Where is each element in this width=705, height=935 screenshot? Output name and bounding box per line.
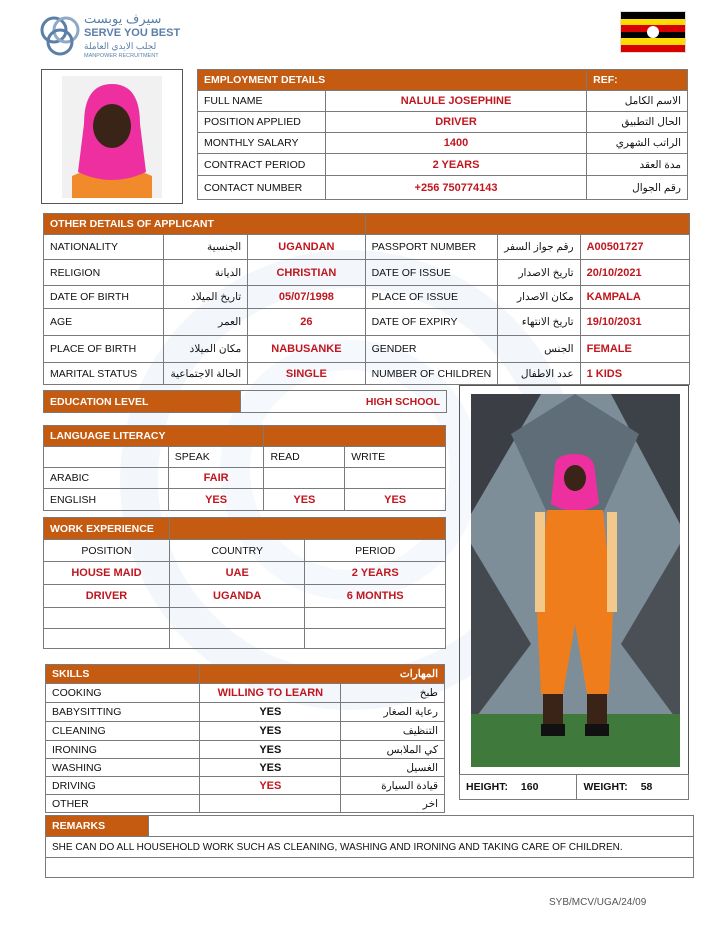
place-of-issue-label: PLACE OF ISSUE: [365, 286, 498, 309]
contact-number-value: +256 750774143: [325, 176, 586, 200]
remarks-header: REMARKS: [46, 816, 149, 837]
brand-arabic: سيرف يوبست: [84, 11, 162, 26]
date-of-birth-label: DATE OF BIRTH: [44, 286, 164, 309]
marital-status-label: MARITAL STATUS: [44, 363, 164, 385]
education-value: HIGH SCHOOL: [240, 391, 446, 413]
date-of-birth-arabic: تاريخ الميلاد: [164, 286, 248, 309]
education-table: [43, 390, 447, 413]
crane-emblem-icon: [647, 26, 659, 38]
skill-babysitting-label: BABYSITTING: [46, 703, 200, 722]
language-table: [43, 425, 446, 511]
skill-cleaning-value: YES: [200, 722, 341, 741]
other-details-header-right: [365, 214, 689, 235]
skill-cleaning-arabic: التنظيف: [341, 722, 445, 741]
work-row-empty: [44, 629, 170, 649]
contract-period-value: 2 YEARS: [325, 154, 586, 176]
portrait-photo-frame: [41, 69, 183, 204]
skill-cooking-arabic: طبخ: [341, 684, 445, 703]
ref-label: REF:: [587, 70, 688, 91]
remarks-text: SHE CAN DO ALL HOUSEHOLD WORK SUCH AS CLEANING, WASHING AND IRONING AND TAKING CARE OF CHILDREN.: [46, 837, 694, 858]
position-applied-value: DRIVER: [325, 112, 586, 133]
work-row-1-country: UAE: [169, 562, 305, 585]
skill-other-arabic: اخر: [341, 795, 445, 813]
monthly-salary-arabic: الراتب الشهري: [587, 133, 688, 154]
skills-header: SKILLS: [46, 665, 200, 684]
full-body-photo: [471, 394, 680, 767]
work-row-1-position: HOUSE MAID: [44, 562, 170, 585]
full-name-arabic: الاسم الكامل: [587, 91, 688, 112]
monthly-salary-label: MONTHLY SALARY: [198, 133, 326, 154]
brand-name: SERVE YOU BEST: [84, 27, 181, 39]
height-value: 160: [520, 781, 539, 793]
position-applied-label: POSITION APPLIED: [198, 112, 326, 133]
skill-ironing-arabic: كي الملابس: [341, 741, 445, 759]
arabic-language-label: ARABIC: [44, 468, 169, 489]
speak-header: SPEAK: [168, 447, 264, 468]
contract-period-label: CONTRACT PERIOD: [198, 154, 326, 176]
skill-driving-value: YES: [200, 777, 341, 795]
language-header-right: [264, 426, 446, 447]
age-arabic: العمر: [164, 309, 248, 336]
nationality-value: UGANDAN: [248, 235, 365, 260]
full-body-photo-frame: [459, 385, 689, 800]
passport-number-label: PASSPORT NUMBER: [365, 235, 498, 260]
date-of-issue-label: DATE OF ISSUE: [365, 260, 498, 286]
skill-babysitting-arabic: رعاية الصغار: [341, 703, 445, 722]
work-row-2-period: 6 MONTHS: [305, 585, 446, 608]
work-row-empty: [44, 608, 170, 629]
weight-value: 58: [640, 781, 653, 793]
other-details-table: [43, 213, 690, 385]
remarks-table: [45, 815, 694, 878]
place-of-issue-value: KAMPALA: [580, 286, 689, 309]
skills-header-arabic: المهارات: [200, 665, 445, 684]
arabic-read-value: [264, 468, 345, 489]
skill-cleaning-label: CLEANING: [46, 722, 200, 741]
religion-label: RELIGION: [44, 260, 164, 286]
skill-babysitting-value: YES: [200, 703, 341, 722]
period-col-header: PERIOD: [305, 540, 446, 562]
passport-number-value: A00501727: [580, 235, 689, 260]
other-details-header: OTHER DETAILS OF APPLICANT: [44, 214, 366, 235]
place-of-birth-label: PLACE OF BIRTH: [44, 336, 164, 363]
position-applied-arabic: الحال التطبيق: [587, 112, 688, 133]
religion-arabic: الديانة: [164, 260, 248, 286]
skill-cooking-value: WILLING TO LEARN: [200, 684, 341, 703]
work-experience-table: [43, 517, 446, 649]
place-of-birth-arabic: مكان الميلاد: [164, 336, 248, 363]
nationality-arabic: الجنسية: [164, 235, 248, 260]
brand-sub: MANPOWER RECRUITMENT: [84, 53, 159, 59]
skill-other-label: OTHER: [46, 795, 200, 813]
number-of-children-label: NUMBER OF CHILDREN: [365, 363, 498, 385]
measurements-table: [459, 774, 689, 800]
work-experience-header-right: [169, 518, 445, 540]
skill-washing-arabic: الغسيل: [341, 759, 445, 777]
country-col-header: COUNTRY: [169, 540, 305, 562]
skill-washing-value: YES: [200, 759, 341, 777]
brand-arabic-sub: لجلب الايدي العاملة: [84, 41, 157, 51]
arabic-speak-value: FAIR: [168, 468, 264, 489]
marital-status-value: SINGLE: [248, 363, 365, 385]
work-row-2-position: DRIVER: [44, 585, 170, 608]
place-of-birth-value: NABUSANKE: [248, 336, 365, 363]
full-name-label: FULL NAME: [198, 91, 326, 112]
date-of-birth-value: 05/07/1998: [248, 286, 365, 309]
write-header: WRITE: [345, 447, 446, 468]
logo-rings-icon: [38, 12, 82, 60]
position-col-header: POSITION: [44, 540, 170, 562]
number-of-children-arabic: عدد الاطفال: [498, 363, 580, 385]
skill-washing-label: WASHING: [46, 759, 200, 777]
skill-other-value: [200, 795, 341, 813]
date-of-expiry-value: 19/10/2031: [580, 309, 689, 336]
work-experience-header: WORK EXPERIENCE: [44, 518, 170, 540]
full-name-value: NALULE JOSEPHINE: [325, 91, 586, 112]
skill-driving-label: DRIVING: [46, 777, 200, 795]
marital-status-arabic: الحالة الاجتماعية: [164, 363, 248, 385]
employment-header: EMPLOYMENT DETAILS: [198, 70, 587, 91]
skills-table: [45, 664, 445, 813]
work-row-2-country: UGANDA: [169, 585, 305, 608]
contract-period-arabic: مدة العقد: [587, 154, 688, 176]
uganda-flag: [620, 11, 686, 53]
age-value: 26: [248, 309, 365, 336]
company-logo: [38, 12, 188, 64]
skill-ironing-value: YES: [200, 741, 341, 759]
nationality-label: NATIONALITY: [44, 235, 164, 260]
language-header: LANGUAGE LITERACY: [44, 426, 264, 447]
passport-number-arabic: رقم جواز السفر: [498, 235, 580, 260]
contact-number-label: CONTACT NUMBER: [198, 176, 326, 200]
height-label: HEIGHT:: [466, 781, 508, 793]
remarks-header-right: [148, 816, 693, 837]
gender-arabic: الجنس: [498, 336, 580, 363]
portrait-photo: [62, 76, 162, 198]
english-speak-value: YES: [168, 489, 264, 511]
arabic-write-value: [345, 468, 446, 489]
date-of-expiry-arabic: تاريخ الانتهاء: [498, 309, 580, 336]
education-label: EDUCATION LEVEL: [44, 391, 241, 413]
remarks-empty-row: [46, 858, 694, 878]
date-of-issue-arabic: تاريخ الاصدار: [498, 260, 580, 286]
weight-label: WEIGHT:: [583, 781, 628, 793]
gender-value: FEMALE: [580, 336, 689, 363]
english-read-value: YES: [264, 489, 345, 511]
gender-label: GENDER: [365, 336, 498, 363]
employment-details-table: [197, 69, 688, 200]
read-header: READ: [264, 447, 345, 468]
skill-cooking-label: COOKING: [46, 684, 200, 703]
number-of-children-value: 1 KIDS: [580, 363, 689, 385]
contact-number-arabic: رقم الجوال: [587, 176, 688, 200]
language-corner: [44, 447, 169, 468]
english-language-label: ENGLISH: [44, 489, 169, 511]
work-row-1-period: 2 YEARS: [305, 562, 446, 585]
age-label: AGE: [44, 309, 164, 336]
document-code: SYB/MCV/UGA/24/09: [549, 897, 647, 908]
skill-driving-arabic: قيادة السيارة: [341, 777, 445, 795]
english-write-value: YES: [345, 489, 446, 511]
religion-value: CHRISTIAN: [248, 260, 365, 286]
skill-ironing-label: IRONING: [46, 741, 200, 759]
monthly-salary-value: 1400: [325, 133, 586, 154]
date-of-expiry-label: DATE OF EXPIRY: [365, 309, 498, 336]
place-of-issue-arabic: مكان الاصدار: [498, 286, 580, 309]
date-of-issue-value: 20/10/2021: [580, 260, 689, 286]
